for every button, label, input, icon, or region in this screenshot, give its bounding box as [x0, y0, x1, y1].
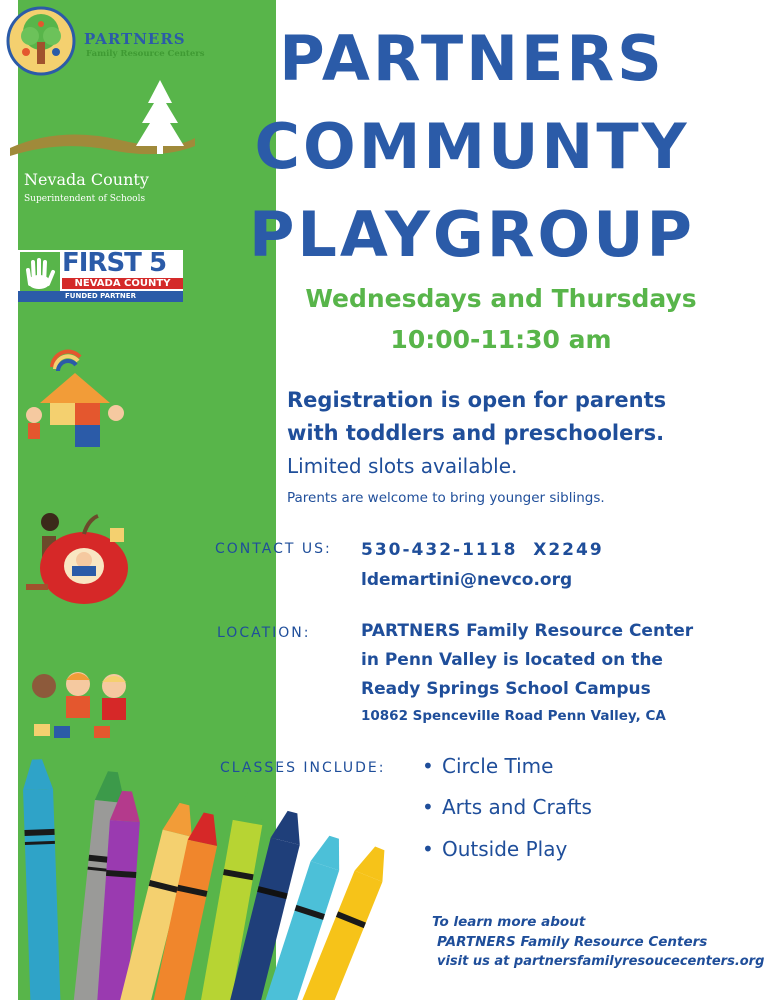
- registration-line-4: Parents are welcome to bring younger siblings.: [287, 490, 605, 506]
- registration-line-2: with toddlers and preschoolers.: [287, 421, 665, 445]
- class-item: • Arts and Crafts: [422, 795, 592, 819]
- first5-funded: FUNDED PARTNER: [18, 291, 183, 302]
- class-item: • Outside Play: [422, 837, 567, 861]
- apple-reading-kids-illustration: [22, 508, 132, 608]
- pine-tree-icon: [0, 78, 200, 168]
- contact-label: CONTACT US:: [215, 541, 332, 557]
- first5-county: NEVADA COUNTY: [62, 278, 183, 289]
- location-line-1: PARTNERS Family Resource Center: [361, 621, 694, 641]
- schedule-days: Wednesdays and Thursdays: [305, 284, 697, 313]
- hand-icon: [20, 252, 60, 292]
- title-line-3: PLAYGROUP: [248, 198, 695, 271]
- contact-phone: 530-432-1118 X2249: [361, 540, 604, 560]
- partners-logo-name: PARTNERS: [84, 30, 186, 48]
- title-line-2: COMMUNTY: [254, 110, 690, 183]
- county-name: Nevada County: [24, 170, 149, 189]
- title-line-1: PARTNERS: [279, 22, 665, 95]
- registration-line-3: Limited slots available.: [287, 454, 518, 478]
- contact-email: ldemartini@nevco.org: [361, 570, 573, 590]
- county-sub: Superintendent of Schools: [24, 194, 146, 204]
- nevada-county-logo: [0, 78, 200, 208]
- alphabet-house-kids-illustration: [20, 345, 130, 455]
- class-item: • Circle Time: [422, 754, 553, 778]
- partners-logo-sub: Family Resource Centers: [86, 49, 205, 59]
- footer-line-1: To learn more about: [432, 914, 586, 930]
- footer-line-2: PARTNERS Family Resource Centers: [437, 934, 708, 950]
- location-address: 10862 Spenceville Road Penn Valley, CA: [361, 708, 666, 724]
- location-label: LOCATION:: [217, 625, 311, 641]
- schedule-time: 10:00-11:30 am: [390, 325, 612, 354]
- partners-logo: [6, 6, 221, 78]
- first5-logo: [18, 250, 183, 302]
- first5-main: FIRST 5: [62, 248, 167, 278]
- registration-line-1: Registration is open for parents: [287, 388, 667, 412]
- tree-people-logo-icon: [6, 6, 76, 76]
- location-line-2: in Penn Valley is located on the: [361, 650, 663, 670]
- footer-line-3: visit us at partnersfamilyresoucecenters.org: [437, 954, 765, 969]
- classes-label: CLASSES INCLUDE:: [220, 760, 386, 776]
- location-line-3: Ready Springs School Campus: [361, 679, 651, 699]
